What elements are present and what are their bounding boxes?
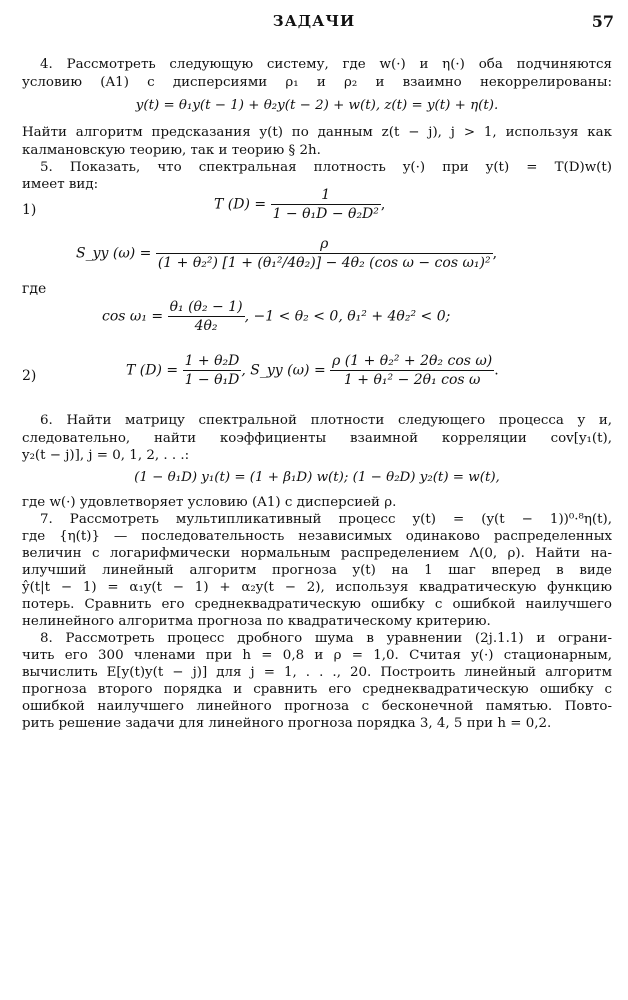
transfer-function-lhs: T (D) = xyxy=(126,362,179,379)
denominator: 1 − θ₁D − θ₂D² xyxy=(272,206,379,222)
denominator: 4θ₂ xyxy=(194,318,218,334)
problem-4-line: 4. Рассмотреть следующую систему, где w(·) и η(·) оба подчиняются xyxy=(40,57,612,72)
case-2-label: 2) xyxy=(22,368,37,384)
spectral-density-1 xyxy=(76,235,497,272)
constraints: , −1 < θ₂ < 0, θ₁² + 4θ₂² < 0; xyxy=(244,308,451,325)
problem-6-line: где w(·) удовлетворяет условию (A1) с дисперсией ρ. xyxy=(22,495,397,510)
numerator: ρ xyxy=(156,235,493,254)
problem-7-line: потерь. Сравнить его среднеквадратическую ошибку с ошибкой наилучшего xyxy=(22,597,612,612)
fraction xyxy=(183,352,242,389)
punctuation: , xyxy=(380,196,386,213)
fraction xyxy=(168,298,245,335)
problem-8-line: рить решение задачи для линейного прогноза порядка 3, 4, 5 при h = 0,2. xyxy=(22,716,552,731)
punctuation: , xyxy=(492,245,498,262)
problem-8-line: 8. Рассмотреть процесс дробного шума в уравнении (2j.1.1) и ограни- xyxy=(40,631,612,646)
case-2-formulas xyxy=(126,352,499,389)
problem-7-line: ŷ(t|t − 1) = α₁y(t − 1) + α₂y(t − 2), используя квадратическую функцию xyxy=(22,580,612,595)
fraction xyxy=(156,235,493,272)
problem-4-line: калмановскую теорию, так и теорию § 2h. xyxy=(22,143,321,158)
where-label: где xyxy=(22,281,47,297)
running-header: ЗАДАЧИ xyxy=(272,12,356,30)
numerator: θ₁ (θ₂ − 1) xyxy=(169,299,243,315)
problem-7-line: величин с логарифмически нормальным распределением Λ(0, ρ). Найти на- xyxy=(22,546,612,561)
problem-4-line: Найти алгоритм предсказания y(t) по данным z(t − j), j > 1, используя как xyxy=(22,125,612,140)
problem-8-line: вычислить E[y(t)y(t − j)] для j = 1, . . ., 20. Построить линейный алгоритм xyxy=(22,665,612,680)
denominator: 1 − θ₁D xyxy=(184,372,240,388)
transfer-function-1 xyxy=(214,186,385,223)
problem-7-line: нелинейного алгоритма прогноза по квадратическому критерию. xyxy=(22,614,491,629)
cos-omega-lhs: cos ω₁ = xyxy=(102,308,164,325)
problem-5-line: 5. Показать, что спектральная плотность y(·) при y(t) = T(D)w(t) xyxy=(40,160,612,175)
fraction xyxy=(271,186,381,223)
cos-omega-formula xyxy=(102,298,450,335)
page-number: 57 xyxy=(591,12,614,31)
numerator: 1 + θ₂D xyxy=(184,353,240,369)
spectral-density-lhs: S_yy (ω) = xyxy=(76,245,152,262)
problem-5-line: имеет вид: xyxy=(22,177,99,192)
problem-6-equation: (1 − θ₁D) y₁(t) = (1 + β₁D) w(t); (1 − θ₂D) y₂(t) = w(t), xyxy=(134,470,500,485)
problem-8-line: прогноза второго порядка и сравнить его среднеквадратическую ошибку с xyxy=(22,682,612,697)
problem-8-line: чить его 300 членами при h = 0,8 и ρ = 1,0. Считая y(·) стационарным, xyxy=(22,648,612,663)
problem-7-line: илучший линейный алгоритм прогноза y(t) на 1 шаг вперед в виде xyxy=(22,563,612,578)
problem-4-equation: y(t) = θ₁y(t − 1) + θ₂y(t − 2) + w(t), z(t) = y(t) + η(t). xyxy=(135,98,499,113)
fraction xyxy=(330,352,494,389)
problem-7-line: где {η(t)} — последовательность независимых одинаково распределенных xyxy=(22,529,612,544)
spectral-density-lhs: , S_yy (ω) = xyxy=(241,362,326,379)
problem-7-line: 7. Рассмотреть мультипликативный процесс y(t) = (y(t − 1))⁰·⁸η(t), xyxy=(40,512,612,527)
problem-8-line: ошибкой наилучшего линейного прогноза с бесконечной памятью. Повто- xyxy=(22,699,612,714)
denominator: (1 + θ₂²) [1 + (θ₁²/4θ₂)] − 4θ₂ (cos ω − cos ω₁)² xyxy=(157,255,491,271)
transfer-function-lhs: T (D) = xyxy=(214,196,267,213)
punctuation: . xyxy=(494,362,499,379)
denominator: 1 + θ₁² − 2θ₁ cos ω xyxy=(343,372,481,388)
case-1-label: 1) xyxy=(22,202,37,218)
numerator: 1 xyxy=(271,186,381,205)
numerator: ρ (1 + θ₂² + 2θ₂ cos ω) xyxy=(332,353,493,369)
problem-6-line: следовательно, найти коэффициенты взаимной корреляции cov[y₁(t), xyxy=(22,431,612,446)
problem-6-line: 6. Найти матрицу спектральной плотности следующего процесса y и, xyxy=(40,413,612,428)
problem-6-line: y₂(t − j)], j = 0, 1, 2, . . .: xyxy=(22,448,190,463)
problem-4-line: условию (A1) с дисперсиями ρ₁ и ρ₂ и взаимно некоррелированы: xyxy=(22,75,612,90)
